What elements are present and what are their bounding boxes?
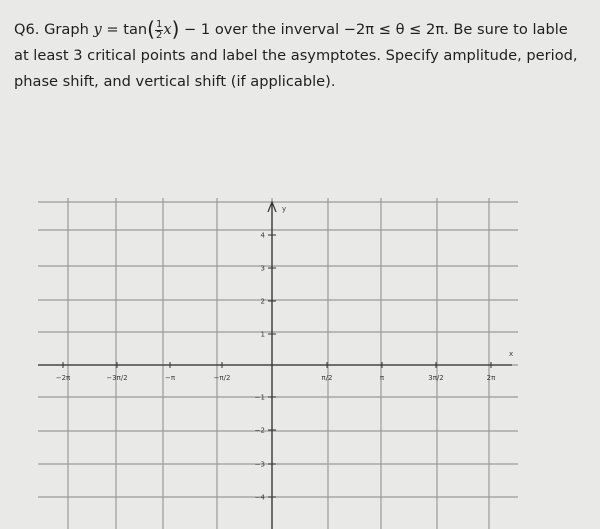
grid-lines [38, 198, 518, 529]
function-lhs: y [93, 21, 102, 38]
x-tick-label: −3π/2 [106, 374, 128, 382]
question-text [14, 16, 590, 95]
x-tick-label: −2π [55, 374, 71, 382]
function-name: tan [123, 21, 148, 38]
y-tick-label: −4 [254, 493, 265, 502]
question-line-3: phase shift, and vertical shift (if applicable). [14, 73, 336, 90]
question-line-1 [14, 16, 590, 43]
y-tick-label: 4 [260, 231, 265, 240]
tick-labels [56, 205, 513, 502]
axes [38, 202, 512, 529]
x-tick-label: π [379, 374, 385, 382]
y-tick-label: 1 [260, 330, 265, 339]
y-tick-label: 3 [260, 264, 265, 273]
y-tick-label: −3 [254, 460, 265, 469]
y-tick-label: −2 [254, 426, 265, 435]
graph-word: Graph [44, 21, 89, 38]
question-number: Q6. [14, 21, 40, 38]
open-paren: ( [147, 17, 155, 41]
y-axis-label: y [282, 205, 287, 213]
x-tick-label: −π [164, 374, 176, 382]
function-equals: = [106, 21, 119, 38]
line1-tail: Be sure to lable [453, 21, 568, 38]
interval: −2π ≤ θ ≤ 2π. [343, 21, 449, 38]
x-tick-label: 3π/2 [428, 374, 444, 382]
fraction-denominator: 2 [155, 29, 163, 41]
function-variable: x [163, 21, 172, 38]
coordinate-grid [0, 190, 600, 529]
interval-intro: over the inverval [214, 21, 340, 38]
x-tick-label: π/2 [321, 374, 333, 382]
x-axis-label: x [509, 350, 514, 358]
x-tick-label: 2π [486, 374, 496, 382]
y-tick-label: 2 [260, 297, 265, 306]
x-tick-label: −π/2 [213, 374, 231, 382]
close-paren: ) [171, 17, 180, 41]
function-tail: − 1 [184, 21, 211, 38]
y-tick-label: −1 [254, 393, 265, 402]
question-line-2: at least 3 critical points and label the asymptotes. Specify amplitude, period, [14, 47, 578, 64]
fraction-numerator: 1 [155, 18, 163, 30]
tick-marks [63, 235, 491, 497]
